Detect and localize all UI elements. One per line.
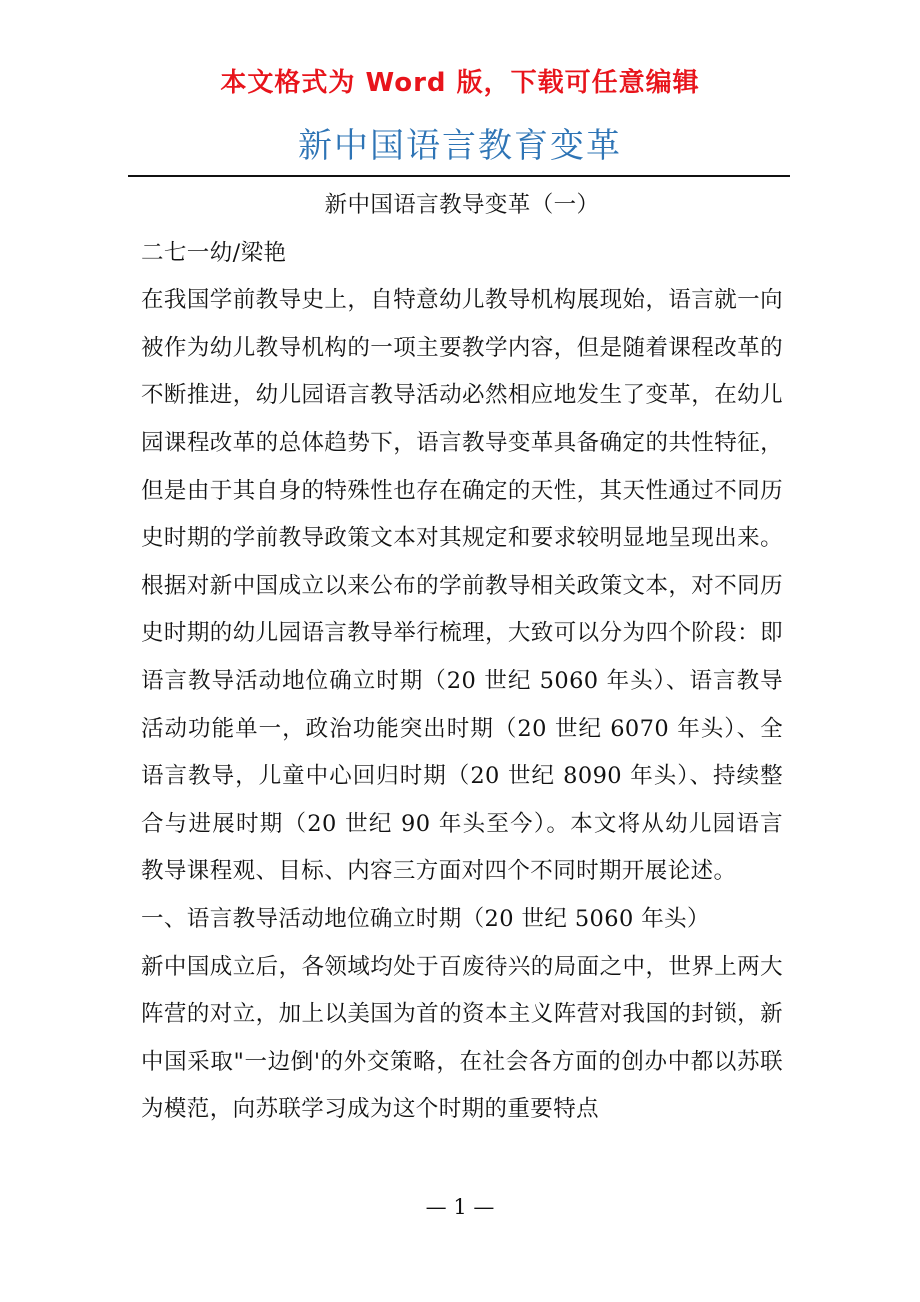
author-line: 二七一幼/梁艳 (141, 239, 287, 266)
section-heading: 一、语言教导活动地位确立时期（20 世纪 5060 年头） (141, 905, 710, 932)
document-title: 新中国语言教育变革 (298, 126, 622, 166)
document-body (141, 182, 783, 1134)
document-subtitle: 新中国语言教导变革（一） (324, 192, 600, 218)
page-number: — 1 — (425, 1195, 495, 1219)
title-divider (128, 175, 790, 177)
intro-paragraph: 在我国学前教导史上，自特意幼儿教导机构展现始，语言就一向被作为幼儿教导机构的一项主要教学内容，但是随着课程改革的不断推进，幼儿园语言教导活动必然相应地发生了变革，在幼儿园课程改革的总体趋势下，语言教导变革具备确定的共性特征，但是由于其自身的特殊性也存在确定的天性，其天性通过不同历史时期的学前教导政策文本对其规定和要求较明显地呈现出来。根据对新中国成立以来公布的学前教导相关政策文本，对不同历史时期的幼儿园语言教导举行梳理，大致可以分为四个阶段：即语言教导活动地位确立时期（20 世纪 5060 年头）、语言教导活动功能单一，政治功能突出时期（20 世纪 6070 年头）、全语言教导，儿童中心回归时期（20 世纪 8090 年头）、持续整合与进展时期（20 世纪 90 年头至今）。本文将从幼儿园语言教导课程观、目标、内容三方面对四个不同时期开展论述。 (141, 287, 783, 885)
section-paragraph: 新中国成立后，各领域均处于百废待兴的局面之中，世界上两大阵营的对立，加上以美国为首的资本主义阵营对我国的封锁，新中国采取"一边倒'的外交策略，在社会各方面的创办中都以苏联为模范，向苏联学习成为这个时期的重要特点 (141, 953, 783, 1123)
word-format-notice: 本文格式为 Word 版，下载可任意编辑 (220, 68, 700, 98)
